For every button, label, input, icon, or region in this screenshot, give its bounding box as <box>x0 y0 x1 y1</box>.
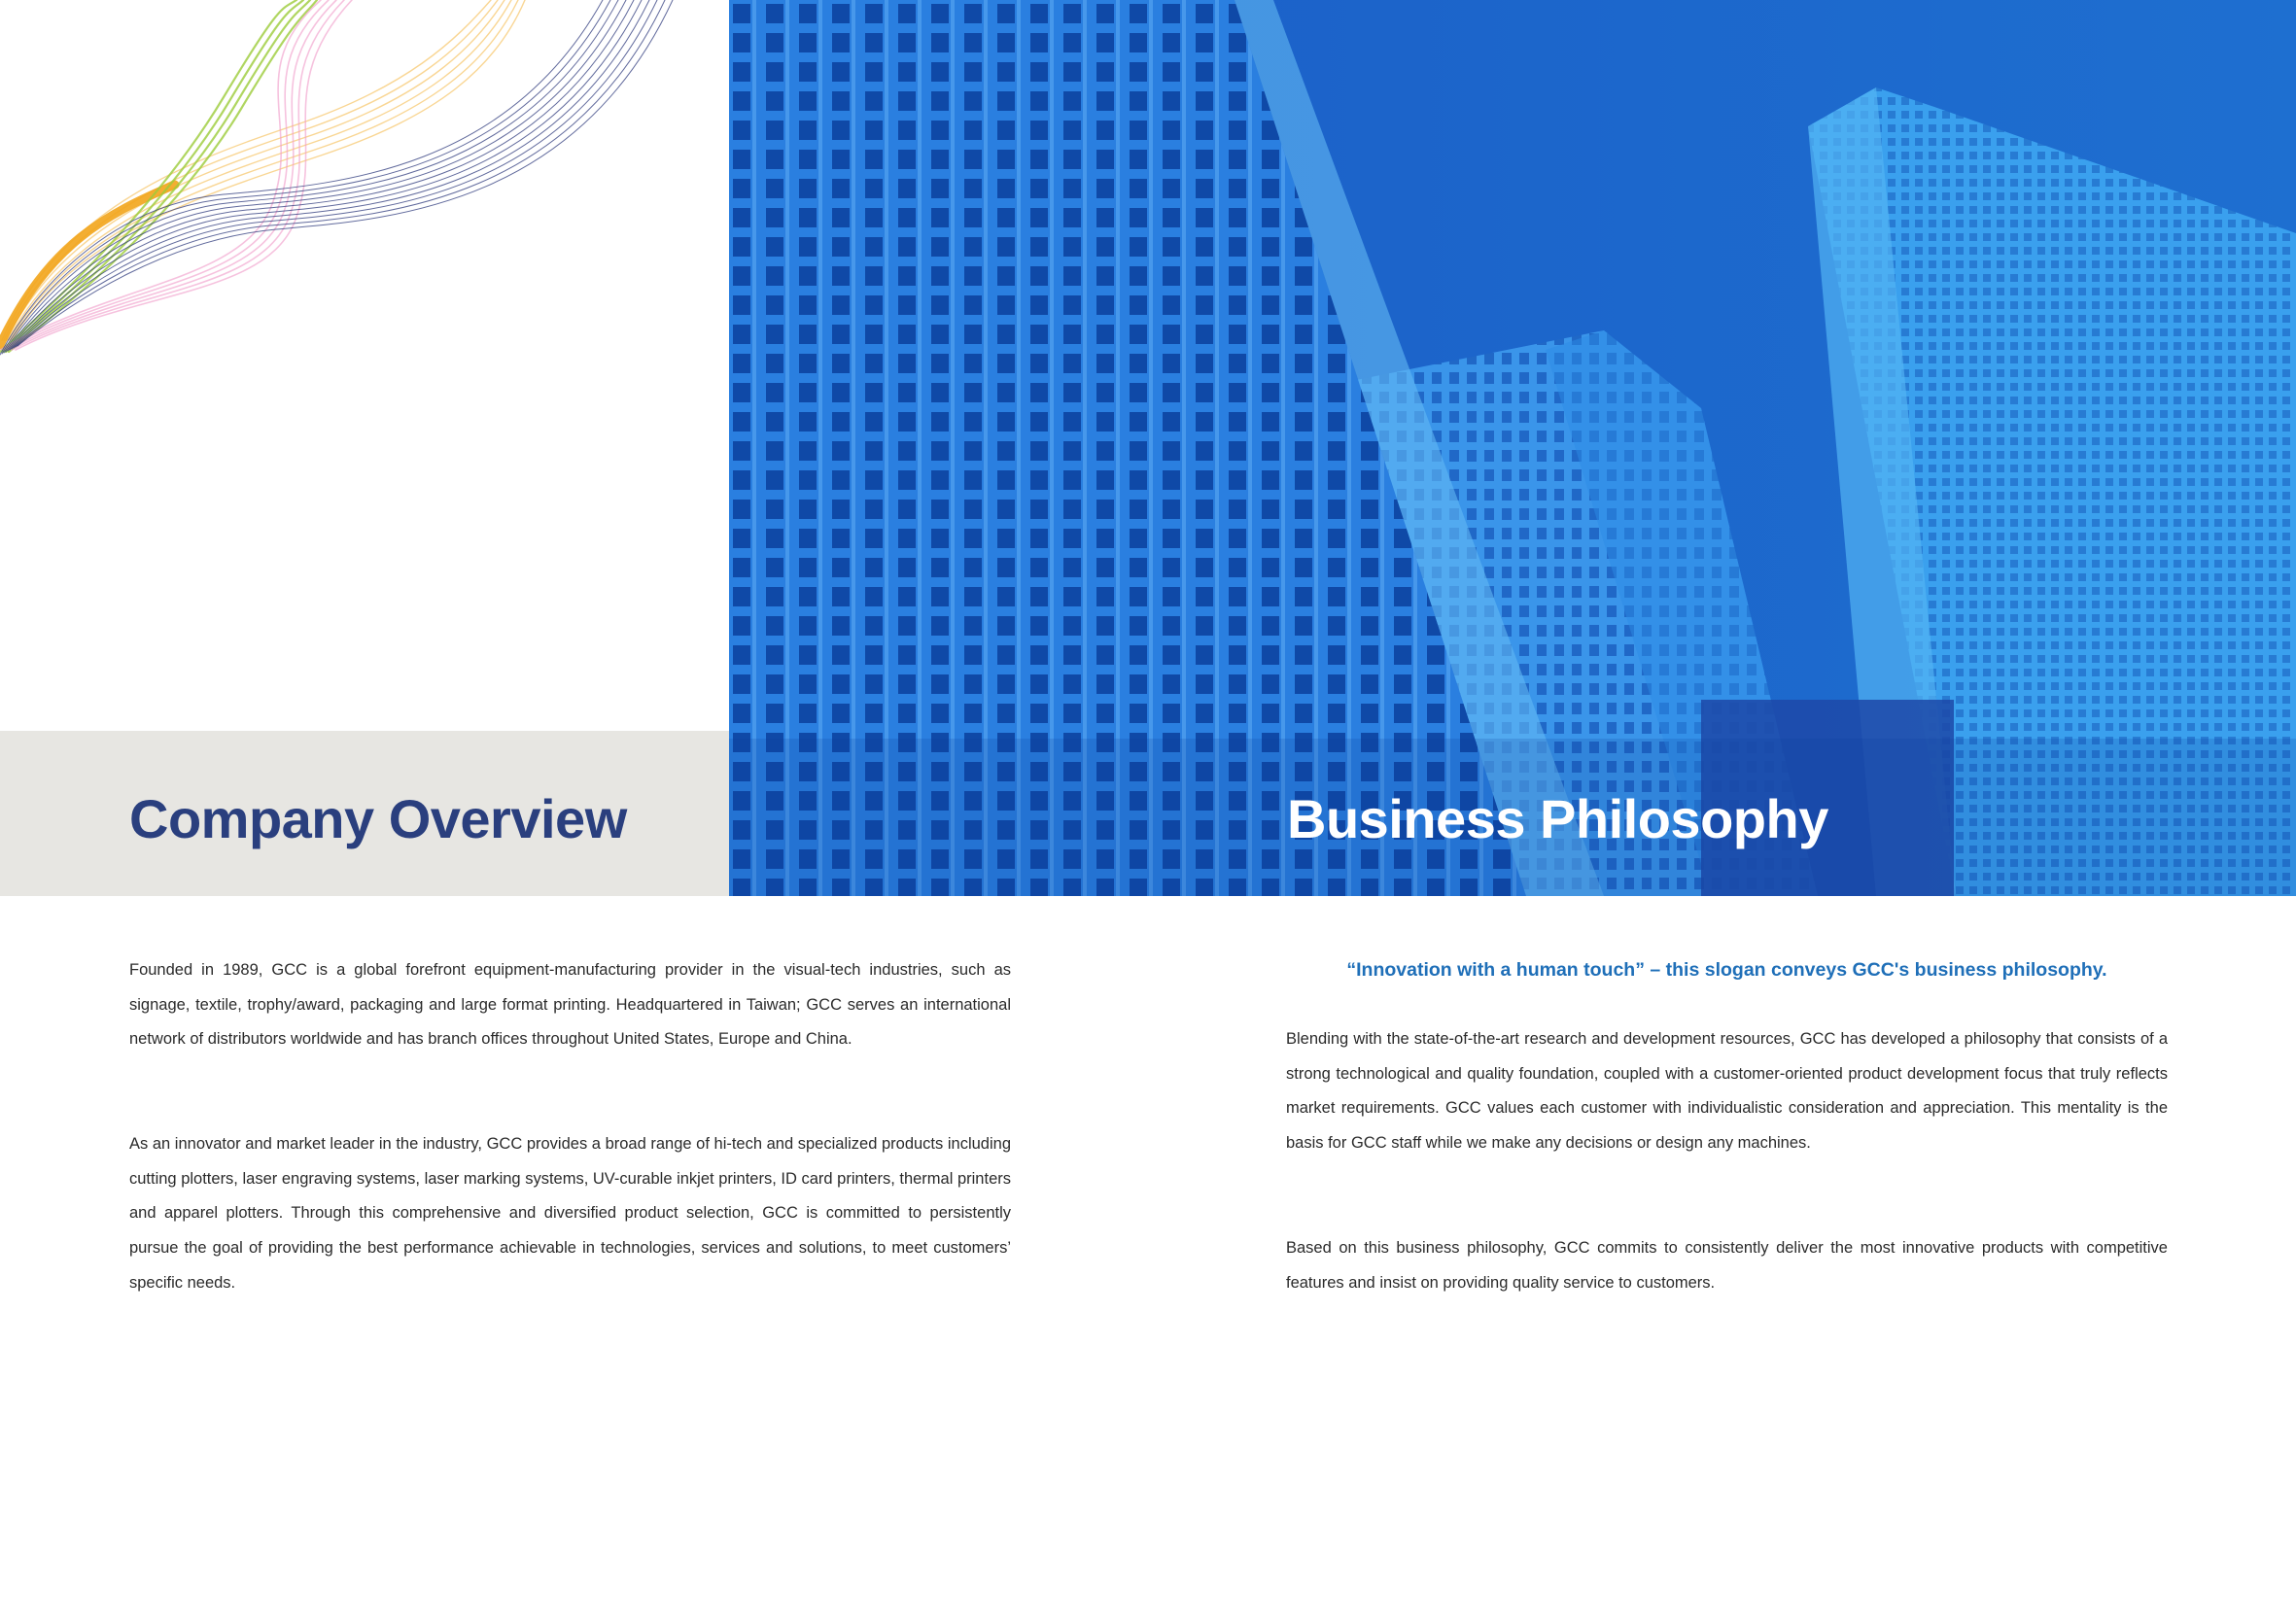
skyscraper-photo <box>729 0 2296 896</box>
overview-paragraph-2: As an innovator and market leader in the industry, GCC provides a broad range of hi-tech and specialized products including cutting plotters, laser engraving systems, laser marking systems, UV-curable inkjet printers, ID card printers, thermal printers and apparel plotters. Through this comprehensive and diversified product selection, GCC is committed to persistently pursue the goal of providing the best performance achievable in technologies, services and solutions, to meet customers’ specific needs. <box>129 1135 1011 1292</box>
wave-ribbons-decoration <box>0 0 729 369</box>
philosophy-paragraph-2: Based on this business philosophy, GCC commits to consistently deliver the most innovative products with competitive features and insist on providing quality service to customers. <box>1286 1239 2168 1292</box>
philosophy-paragraph-1: Blending with the state-of-the-art research and development resources, GCC has developed a philosophy that consists of a strong technological and quality foundation, coupled with a customer-oriented product development focus that truly reflects market requirements. GCC values each customer with individualistic consideration and appreciation. This mentality is the basis for GCC staff while we make any decisions or design any machines. <box>1286 1030 2168 1153</box>
overview-paragraph-1: Founded in 1989, GCC is a global forefront equipment-manufacturing provider in the visual-tech industries, such as signage, textile, trophy/award, packaging and large format printing. Headquartered in Taiwan; GCC serves an international network of distributors worldwide and has branch offices throughout United States, Europe and China. <box>129 961 1011 1049</box>
philosophy-slogan: “Innovation with a human touch” – this slogan conveys GCC's business philosophy. <box>1346 959 2107 981</box>
company-overview-title: Company Overview <box>129 788 627 849</box>
business-philosophy-title: Business Philosophy <box>1287 788 1828 849</box>
